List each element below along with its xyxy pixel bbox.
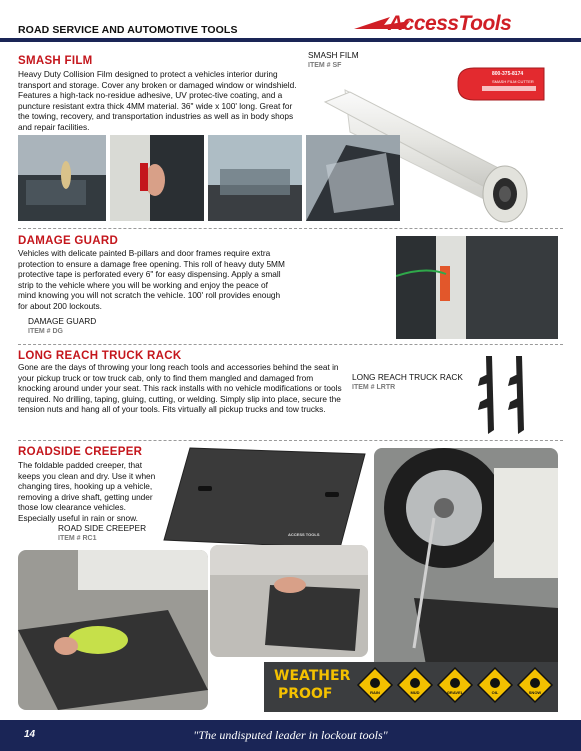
weather-sign-label: SNOW <box>528 690 542 695</box>
damage-guard-description: Vehicles with delicate painted B-pillars and door frames require extra protection to ensure a damage free opening. This roll of heavy duty 5MM protective tape is perforated every 6" for easy dispensing. Apply a small strip to the vehicle where you will be working and enjoy the peace of mind knowing you will not scratch the vehicle. 100' roll provides enough for about 200 lockouts. <box>18 248 285 311</box>
damage-guard-heading: DAMAGE GUARD <box>18 235 119 247</box>
truck-rack-description: Gone are the days of throwing your long reach tools and accessories behind the seat in your pickup truck or tow truck cab, only to find them mangled and damaged from knocking around under your seat. This rack installs with no vehicle modifications or tools required. No drilling, taping, gluing, cutting, or welding. Simply slip into place, secure the tension nuts and hang all of your tools. Fits virtually all pickup trucks and tow trucks. <box>18 362 342 415</box>
weather-sign-snow <box>516 666 554 708</box>
smash-film-photo-2 <box>110 135 204 221</box>
section-divider-1 <box>18 228 563 229</box>
creeper-mat-image <box>160 444 370 554</box>
weatherproof-title-2: PROOF <box>278 686 333 702</box>
weather-sign-label: RAIN <box>370 690 380 695</box>
weatherproof-title-1: WEATHER <box>274 668 351 684</box>
truck-rack-image <box>468 352 558 438</box>
brand-logo <box>350 11 550 37</box>
creeper-description: The foldable padded creeper, that keeps you clean and dry. Use it when changing tires, hooking up a vehicle, removing a drive shaft, getting under those low clearance vehicles. Especially useful in rain or snow. <box>18 460 156 523</box>
truck-rack-heading: LONG REACH TRUCK RACK <box>18 350 182 362</box>
damage-guard-image <box>396 236 558 339</box>
smash-film-cutter-image <box>452 62 552 107</box>
smash-film-caption: SMASH FILM <box>308 50 359 60</box>
cutter-label: SMASH FILM CUTTER <box>492 79 534 84</box>
smash-film-heading: SMASH FILM <box>18 55 93 67</box>
cutter-phone: 800-375-8174 <box>492 71 524 77</box>
creeper-heading: ROADSIDE CREEPER <box>18 446 143 458</box>
weather-sign-mud <box>396 666 434 708</box>
smash-film-photo-1 <box>18 135 106 221</box>
creeper-photo-worker <box>18 550 208 710</box>
weather-sign-oil <box>476 666 514 708</box>
logo-text: AccessTools <box>388 12 512 35</box>
weather-sign-rain <box>356 666 394 708</box>
weatherproof-badge <box>264 662 558 712</box>
page-number: 14 <box>24 729 36 740</box>
weather-sign-gravel <box>436 666 474 708</box>
truck-rack-item-number: ITEM # LRTR <box>352 384 396 391</box>
smash-film-item-number: ITEM # SF <box>308 62 342 69</box>
creeper-caption: ROAD SIDE CREEPER <box>58 523 147 533</box>
section-divider-2 <box>18 344 563 345</box>
damage-guard-caption: DAMAGE GUARD <box>28 316 97 326</box>
page-header <box>0 0 581 40</box>
weatherproof-signs <box>356 666 556 708</box>
footer-tagline: "The undisputed leader in lockout tools" <box>193 728 388 742</box>
header-rule <box>0 38 581 42</box>
creeper-item-number: ITEM # RC1 <box>58 535 97 542</box>
weather-sign-label: OIL <box>491 690 499 695</box>
mat-brand: ACCESS TOOLS <box>288 532 320 537</box>
smash-film-photo-3 <box>208 135 302 221</box>
section-divider-3 <box>18 440 563 441</box>
creeper-photo-folded <box>210 545 368 657</box>
page-footer <box>0 720 581 751</box>
smash-film-description: Heavy Duty Collision Film designed to protect a vehicles interior during transport and storage. Cover any broken or damaged window or windshield. Features a high-tack no-residue adhesive, UV protec-tive coating, and a puncture resistant extra thick 4MM material. 36" wide x 100' long. Great for the towing, recovery, and transportation industries as well as in body shops and repair facilities. <box>18 69 297 132</box>
smash-film-photo-4 <box>306 135 400 221</box>
weather-sign-label: MUD <box>410 690 420 695</box>
truck-rack-caption: LONG REACH TRUCK RACK <box>352 372 463 382</box>
section-title: ROAD SERVICE AND AUTOMOTIVE TOOLS <box>18 24 238 36</box>
weather-sign-label: GRAVEL <box>446 690 464 695</box>
damage-guard-item-number: ITEM # DG <box>28 328 64 335</box>
